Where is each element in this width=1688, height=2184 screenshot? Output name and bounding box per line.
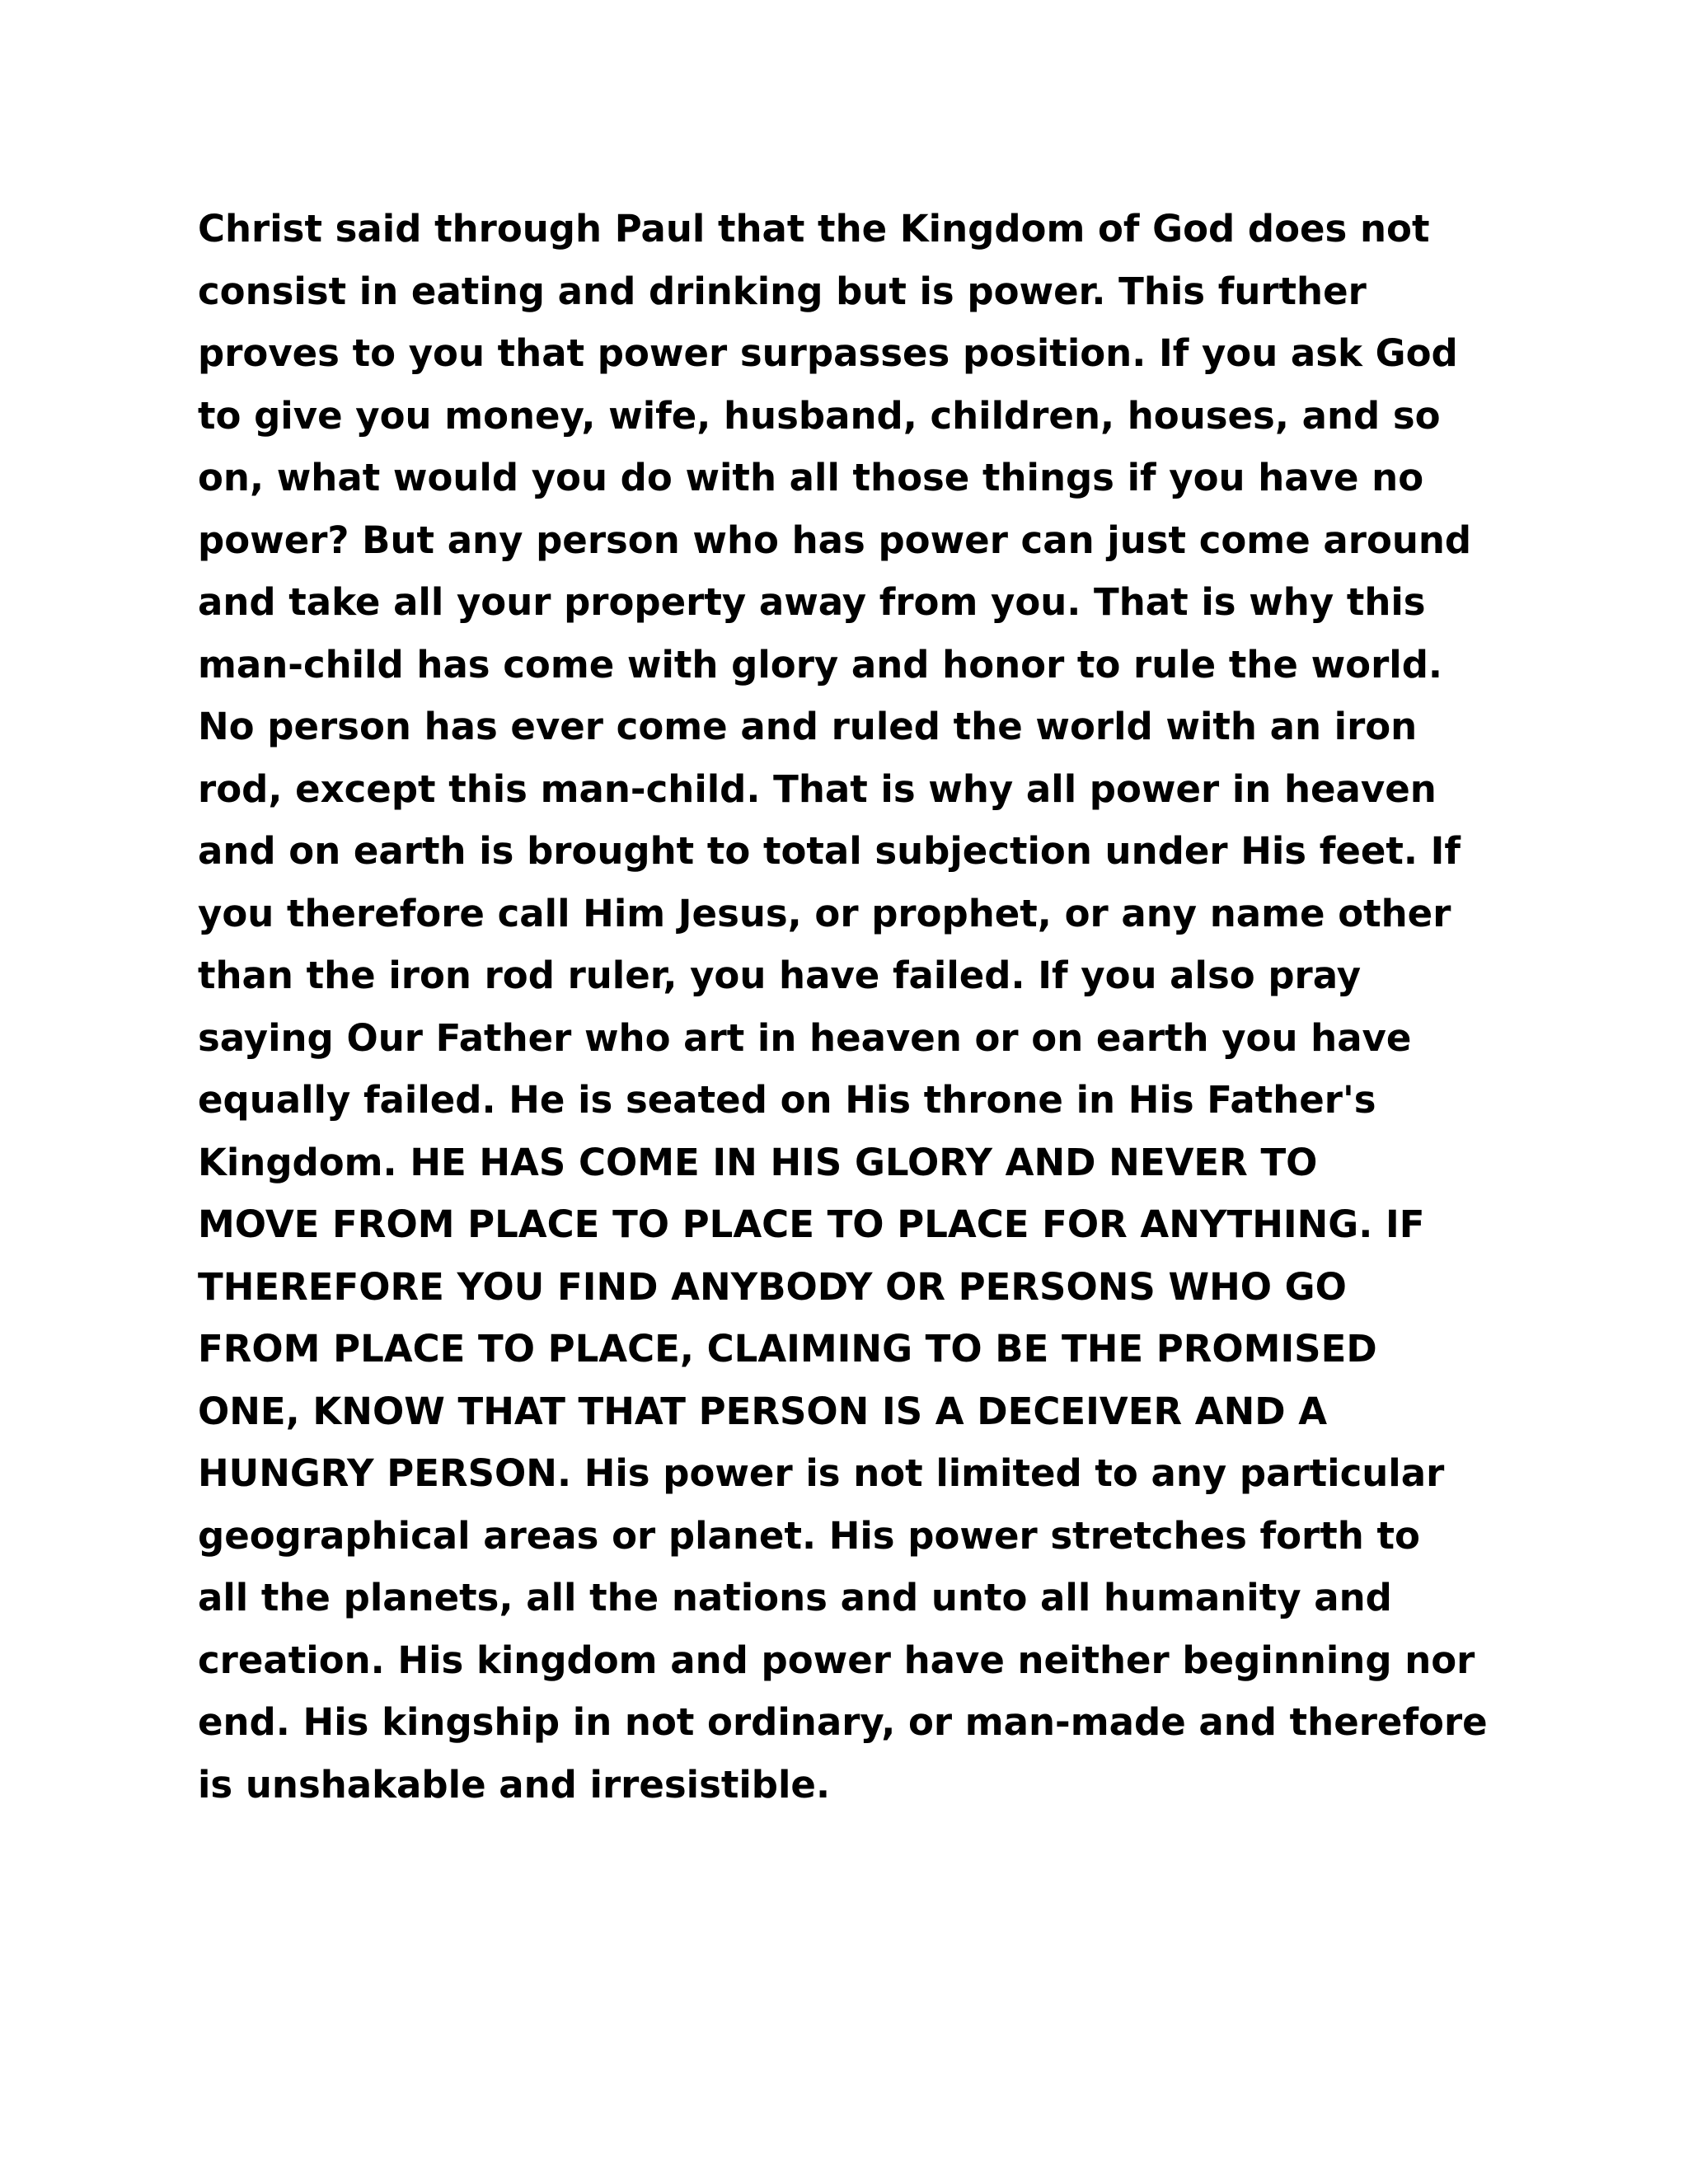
text-line: all the planets, all the nations and unto all humanity and [198,1576,1392,1619]
text-line: creation. His kingdom and power have neither beginning nor [198,1638,1475,1682]
text-line: ONE, KNOW THAT THAT PERSON IS A DECEIVER AND A [198,1389,1328,1433]
text-line: to give you money, wife, husband, children, houses, and so [198,393,1441,438]
text-line: FROM PLACE TO PLACE, CLAIMING TO BE THE PROMISED [198,1327,1377,1371]
text-line: man-child has come with glory and honor to rule the world. [198,642,1443,687]
text-line: and take all your property away from you. That is why this [198,580,1426,624]
text-line: proves to you that power surpasses position. If you ask God [198,331,1458,375]
text-line: No person has ever come and ruled the world with an iron [198,705,1418,748]
text-line: equally failed. He is seated on His throne in His Father's [198,1078,1376,1122]
text-line: Kingdom. HE HAS COME IN HIS GLORY AND NEVER TO [198,1140,1318,1184]
text-line: geographical areas or planet. His power stretches forth to [198,1513,1420,1558]
text-line: THEREFORE YOU FIND ANYBODY OR PERSONS WHO GO [198,1264,1347,1309]
text-line: is unshakable and irresistible. [198,1762,831,1807]
text-line: and on earth is brought to total subjection under His feet. If [198,829,1461,873]
text-line: saying Our Father who art in heaven or on earth you have [198,1015,1412,1060]
body-paragraph [198,198,1500,1816]
text-line: end. His kingship in not ordinary, or man-made and therefore [198,1700,1488,1744]
text-line: power? But any person who has power can just come around [198,518,1472,562]
text-line: on, what would you do with all those things if you have no [198,456,1424,499]
text-line: you therefore call Him Jesus, or prophet, or any name other [198,891,1451,935]
text-line: Christ said through Paul that the Kingdom of God does not [198,207,1430,251]
text-line: than the iron rod ruler, you have failed. If you also pray [198,954,1362,997]
text-line: HUNGRY PERSON. His power is not limited to any particular [198,1451,1445,1495]
text-line: rod, except this man-child. That is why all power in heaven [198,766,1437,811]
text-line: consist in eating and drinking but is power. This further [198,269,1367,313]
text-line: MOVE FROM PLACE TO PLACE TO PLACE FOR ANYTHING. IF [198,1202,1425,1246]
